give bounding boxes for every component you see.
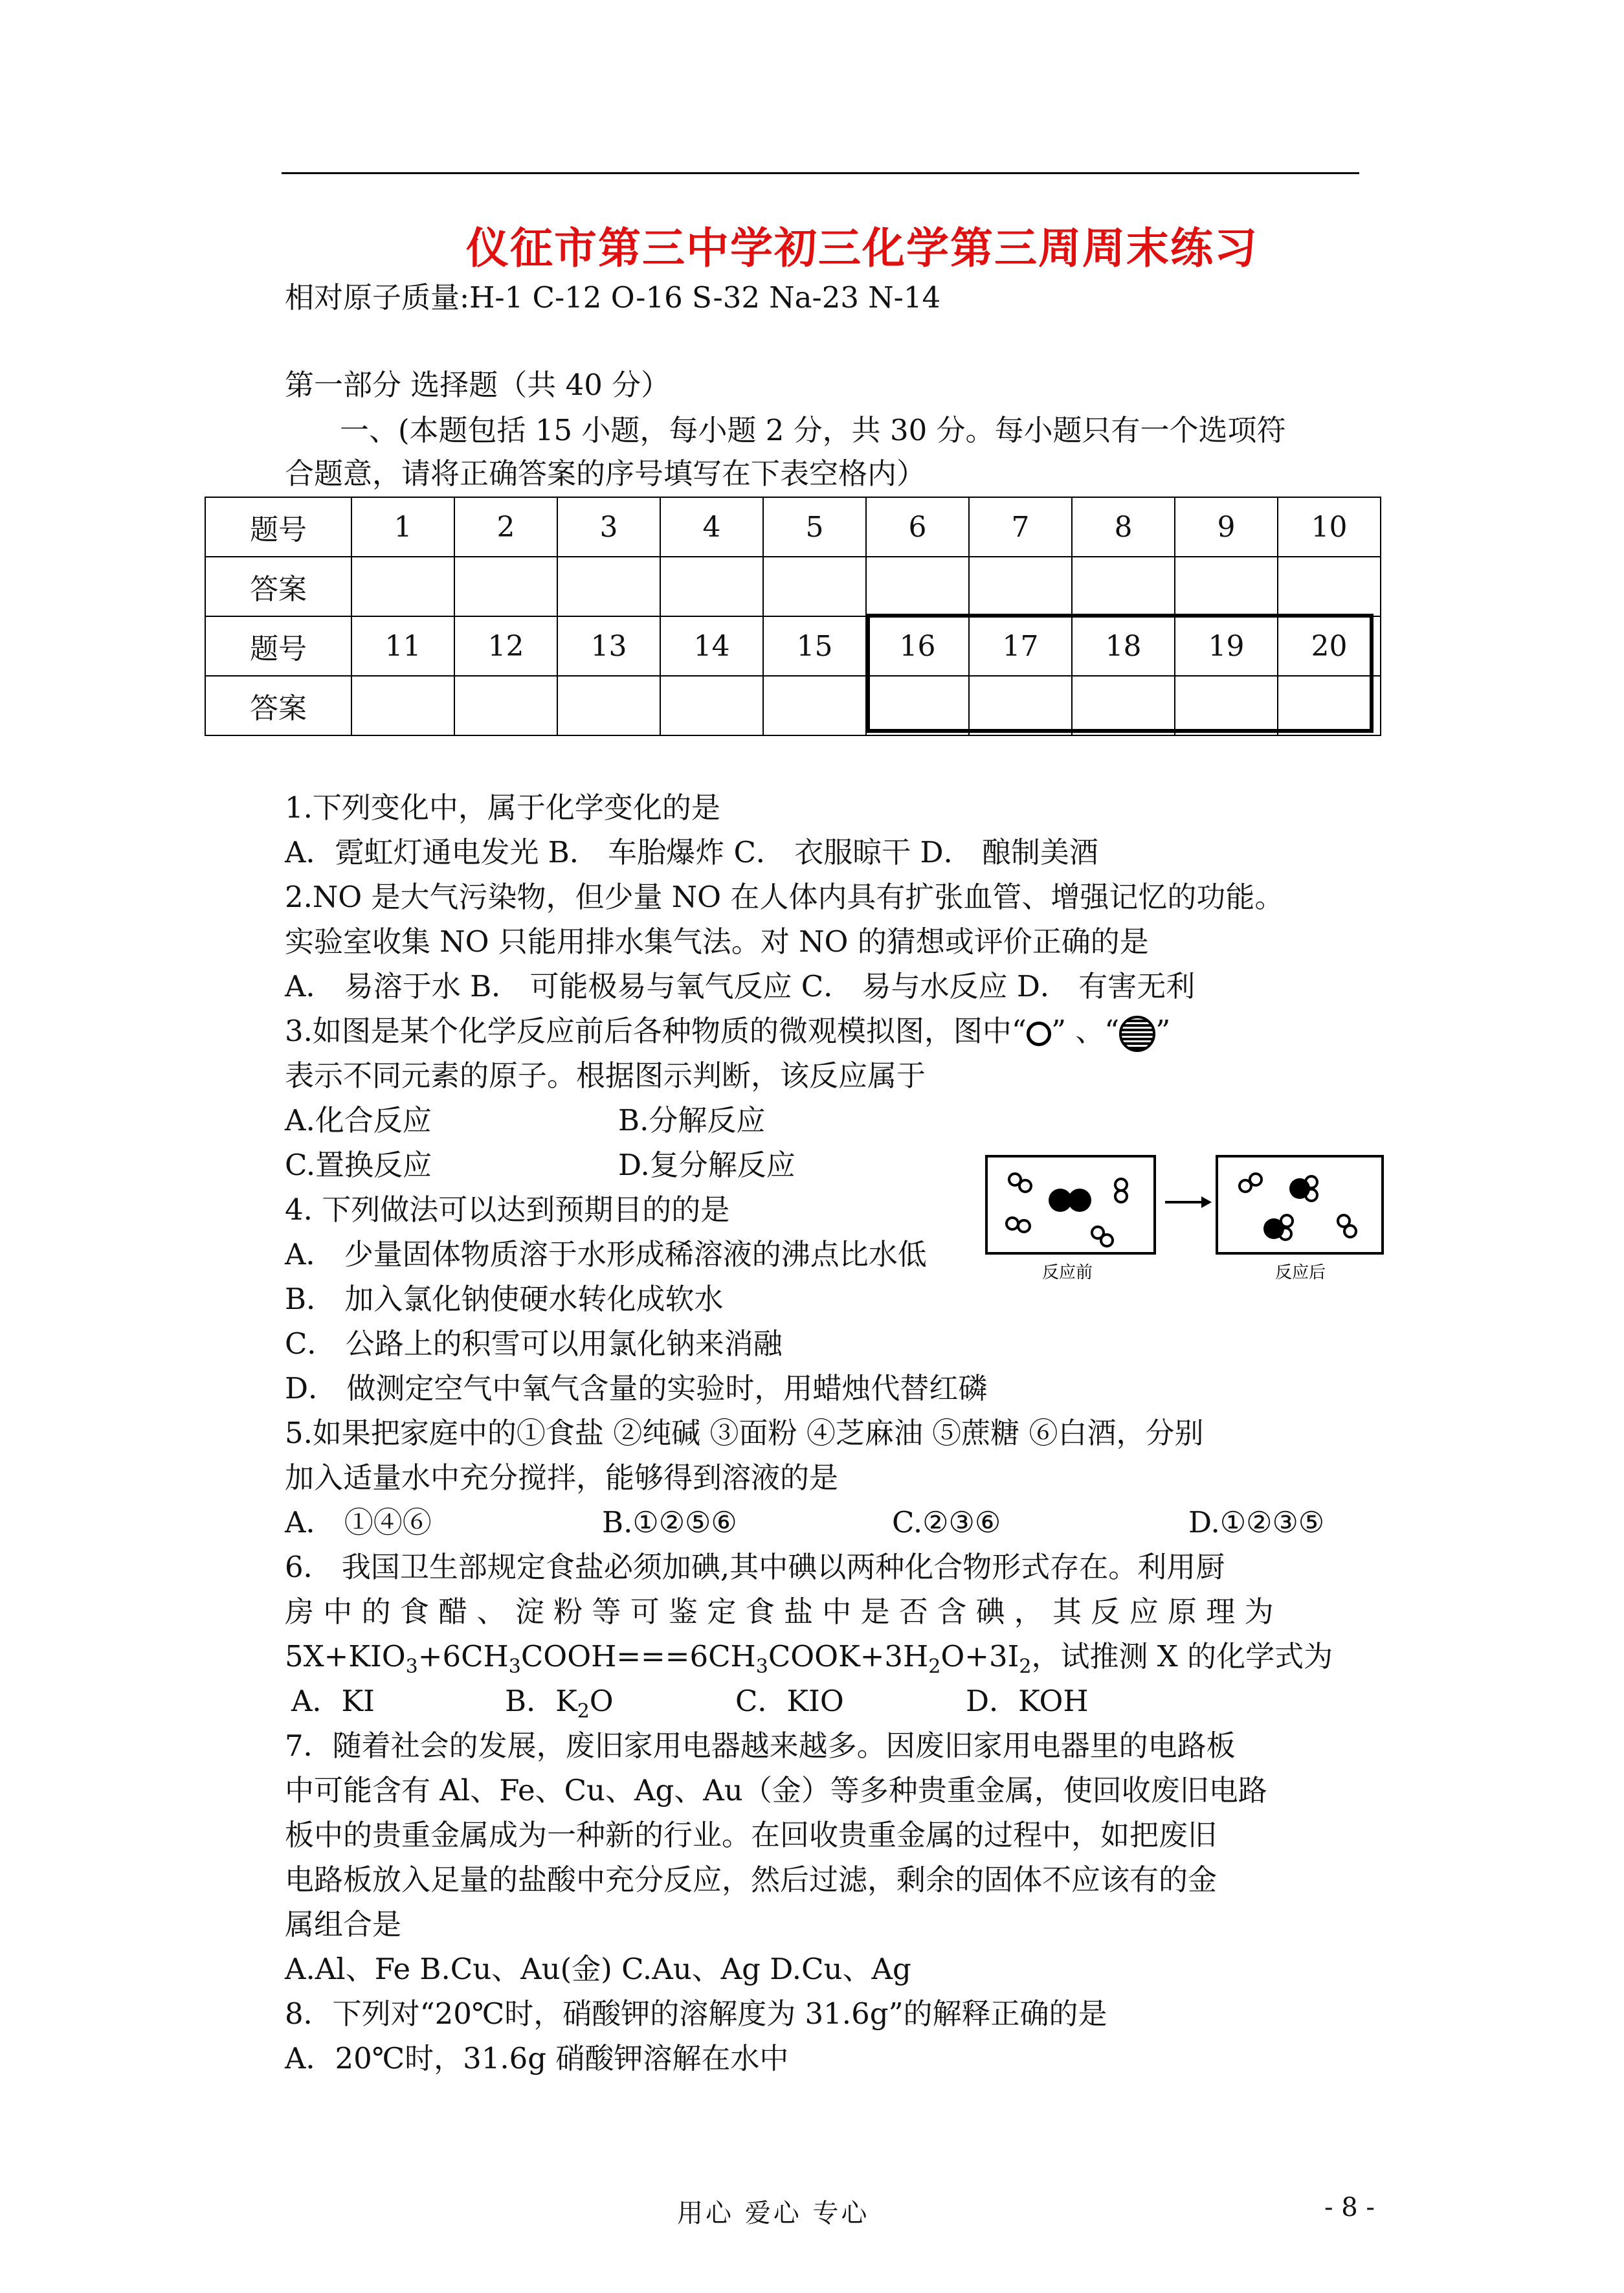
question-5-option-b: B.①②⑤⑥ <box>602 1505 737 1539</box>
equation-part: +6CH <box>417 1639 509 1673</box>
question-number: 3 <box>557 497 660 557</box>
question-number: 4 <box>660 497 763 557</box>
open-atom-icon <box>1027 1022 1051 1046</box>
question-number: 16 <box>866 616 969 676</box>
arrow-head <box>1201 1196 1212 1208</box>
question-7-line-4: 电路板放入足量的盐酸中充分反应，然后过滤，剩余的固体不应该有的金 <box>285 1862 1218 1897</box>
equation-part: ，试推测 X 的化学式为 <box>1031 1639 1333 1673</box>
question-2-line-2: 实验室收集 NO 只能用排水集气法。对 NO 的猜想或评价正确的是 <box>285 924 1149 959</box>
molecule-open-pair <box>1338 1215 1356 1237</box>
question-7-line-2: 中可能含有 Al、Fe、Cu、Ag、Au（金）等多种贵重金属，使回收废旧电路 <box>285 1773 1267 1807</box>
question-number: 8 <box>1072 497 1175 557</box>
question-3-line-2: 表示不同元素的原子。根据图示判断，该反应属于 <box>285 1058 926 1093</box>
question-8: 8．下列对“20℃时，硝酸钾的溶解度为 31.6g”的解释正确的是 <box>285 1997 1107 2031</box>
filled-atom-icon <box>1119 1016 1155 1052</box>
question-3-text-b: ” 、“ <box>1051 1014 1120 1048</box>
equation-part: 5X+KIO <box>285 1639 406 1673</box>
answer-cell[interactable] <box>660 676 763 735</box>
question-5-option-d: D.①②③⑤ <box>1188 1505 1325 1539</box>
row-label: 题号 <box>205 616 351 676</box>
option-text: O <box>589 1684 614 1718</box>
answer-cell[interactable] <box>660 557 763 616</box>
question-5-line-2: 加入适量水中充分搅拌，能够得到溶液的是 <box>285 1460 839 1495</box>
answer-cell[interactable] <box>454 557 557 616</box>
subscript: 2 <box>928 1655 941 1678</box>
answer-cell[interactable] <box>557 557 660 616</box>
answer-cell[interactable] <box>763 676 866 735</box>
question-number: 10 <box>1278 497 1381 557</box>
subscript: 3 <box>405 1655 418 1678</box>
equation-part: O+3I <box>940 1639 1019 1673</box>
question-number: 13 <box>557 616 660 676</box>
answer-cell[interactable] <box>969 676 1072 735</box>
question-2-line-1: 2.NO 是大气污染物，但少量 NO 在人体内具有扩张血管、增强记忆的功能。 <box>285 880 1284 914</box>
question-number: 18 <box>1072 616 1175 676</box>
question-3-option-c: C.置换反应 <box>285 1148 432 1182</box>
question-4-option-b: B． 加入氯化钠使硬水转化成软水 <box>285 1282 724 1316</box>
question-2-options: A． 易溶于水 B． 可能极易与氧气反应 C． 易与水反应 D． 有害无利 <box>285 969 1196 1003</box>
question-7-line-1: 7．随着社会的发展，废旧家用电器越来越多。因废旧家用电器里的电路板 <box>285 1728 1236 1763</box>
row-label: 答案 <box>205 676 351 735</box>
answer-cell[interactable] <box>866 676 969 735</box>
page-number: - 8 - <box>1324 2193 1375 2222</box>
atomic-mass-line: 相对原子质量:H-1 C-12 O-16 S-32 Na-23 N-14 <box>285 280 941 315</box>
answer-cell[interactable] <box>1072 676 1175 735</box>
answer-cell[interactable] <box>763 557 866 616</box>
after-box <box>1217 1156 1383 1253</box>
question-6-option-c: C．KIO <box>735 1684 844 1718</box>
question-4-option-a: A． 少量固体物质溶于水形成稀溶液的沸点比水低 <box>285 1237 927 1271</box>
question-6-option-a: A．KI <box>291 1684 375 1718</box>
instruction-line-2: 合题意，请将正确答案的序号填写在下表空格内） <box>285 456 926 491</box>
question-4: 4. 下列做法可以达到预期目的的是 <box>285 1192 730 1227</box>
reaction-diagram <box>984 1154 1385 1283</box>
equation-part: COOH===6CH <box>520 1639 756 1673</box>
molecule-open-pair <box>1240 1174 1262 1192</box>
row-label: 答案 <box>205 557 351 616</box>
answer-cell[interactable] <box>1175 557 1278 616</box>
question-3-option-b: B.分解反应 <box>618 1103 766 1137</box>
question-5-option-c: C.②③⑥ <box>892 1505 1001 1539</box>
answer-cell[interactable] <box>866 557 969 616</box>
top-rule <box>282 172 1359 174</box>
question-number: 6 <box>866 497 969 557</box>
section-heading: 第一部分 选择题（共 40 分） <box>285 368 671 402</box>
answer-cell[interactable] <box>969 557 1072 616</box>
question-number: 15 <box>763 616 866 676</box>
question-3-line-1 <box>285 1012 1170 1052</box>
question-6-line-1: 6． 我国卫生部规定食盐必须加碘,其中碘以两种化合物形式存在。利用厨 <box>285 1550 1225 1584</box>
answer-cell[interactable] <box>1278 676 1381 735</box>
question-1-options: A．霓虹灯通电发光 B． 车胎爆炸 C． 衣服晾干 D． 酿制美酒 <box>285 835 1098 869</box>
table-row <box>205 676 1381 735</box>
answer-cell[interactable] <box>454 676 557 735</box>
molecule-open-pair <box>1115 1179 1127 1202</box>
question-5-line-1: 5.如果把家庭中的①食盐 ②纯碱 ③面粉 ④芝麻油 ⑤蔗糖 ⑥白酒，分别 <box>285 1416 1204 1450</box>
label-before: 反应前 <box>1042 1263 1093 1282</box>
answer-table <box>205 497 1381 736</box>
question-7-line-5: 属组合是 <box>285 1907 402 1941</box>
subscript: 2 <box>577 1700 590 1723</box>
table-row <box>205 616 1381 676</box>
equation-part: COOK+3H <box>768 1639 929 1673</box>
row-label: 题号 <box>205 497 351 557</box>
question-3-option-a: A.化合反应 <box>285 1103 432 1137</box>
question-3-text-a: 3.如图是某个化学反应前后各种物质的微观模拟图，图中“ <box>285 1014 1027 1048</box>
question-6-option-b <box>505 1682 614 1731</box>
question-number: 11 <box>351 616 454 676</box>
subscript: 3 <box>755 1655 768 1678</box>
page-title: 仪征市第三中学初三化学第三周周末练习 <box>466 223 1258 273</box>
answer-cell[interactable] <box>1072 557 1175 616</box>
subscript: 3 <box>508 1655 521 1678</box>
label-after: 反应后 <box>1275 1263 1326 1282</box>
question-number: 12 <box>454 616 557 676</box>
footer-motto: 用心 爱心 专心 <box>677 2198 870 2228</box>
question-number: 2 <box>454 497 557 557</box>
answer-cell[interactable] <box>351 676 454 735</box>
molecule-open-pair <box>1009 1174 1031 1192</box>
molecule-open-pair <box>1092 1227 1113 1246</box>
question-6-equation <box>285 1637 1333 1686</box>
question-number: 9 <box>1175 497 1278 557</box>
answer-cell[interactable] <box>1175 676 1278 735</box>
question-7-options: A.Al、Fe B.Cu、Au(金) C.Au、Ag D.Cu、Ag <box>285 1952 911 1986</box>
question-number: 5 <box>763 497 866 557</box>
answer-cell[interactable] <box>351 557 454 616</box>
table-row <box>205 497 1381 557</box>
question-1: 1.下列变化中，属于化学变化的是 <box>285 790 720 825</box>
question-number: 19 <box>1175 616 1278 676</box>
question-4-option-d: D． 做测定空气中氧气含量的实验时，用蜡烛代替红磷 <box>285 1371 988 1405</box>
question-4-option-c: C． 公路上的积雪可以用氯化钠来消融 <box>285 1326 783 1361</box>
subscript: 2 <box>1019 1655 1032 1678</box>
table-row <box>205 557 1381 616</box>
question-5-option-a: A． ①④⑥ <box>285 1505 432 1539</box>
question-number: 20 <box>1278 616 1381 676</box>
question-7-line-3: 板中的贵重金属成为一种新的行业。在回收贵重金属的过程中，如把废旧 <box>285 1818 1218 1852</box>
question-6-option-d: D．KOH <box>966 1684 1089 1718</box>
question-3-text-c: ” <box>1155 1014 1171 1048</box>
option-text: B．K <box>505 1684 577 1718</box>
molecule-mixed <box>1263 1215 1293 1240</box>
molecule-filled-pair <box>1049 1189 1091 1212</box>
question-3-option-d: D.复分解反应 <box>618 1148 795 1182</box>
question-number: 7 <box>969 497 1072 557</box>
question-number: 1 <box>351 497 454 557</box>
question-6-line-2: 房 中 的 食 醋 、 淀 粉 等 可 鉴 定 食 盐 中 是 否 含 碘 ， 其 反 应 原 理 为 <box>285 1594 1274 1629</box>
question-number: 17 <box>969 616 1072 676</box>
question-8-option-a: A．20℃时，31.6g 硝酸钾溶解在水中 <box>285 2041 789 2075</box>
answer-cell[interactable] <box>557 676 660 735</box>
question-number: 14 <box>660 616 763 676</box>
instruction-line-1: 一、(本题包括 15 小题，每小题 2 分，共 30 分。每小题只有一个选项符 <box>340 413 1286 447</box>
answer-cell[interactable] <box>1278 557 1381 616</box>
molecule-mixed <box>1289 1176 1317 1201</box>
molecule-open-pair <box>1007 1218 1030 1232</box>
